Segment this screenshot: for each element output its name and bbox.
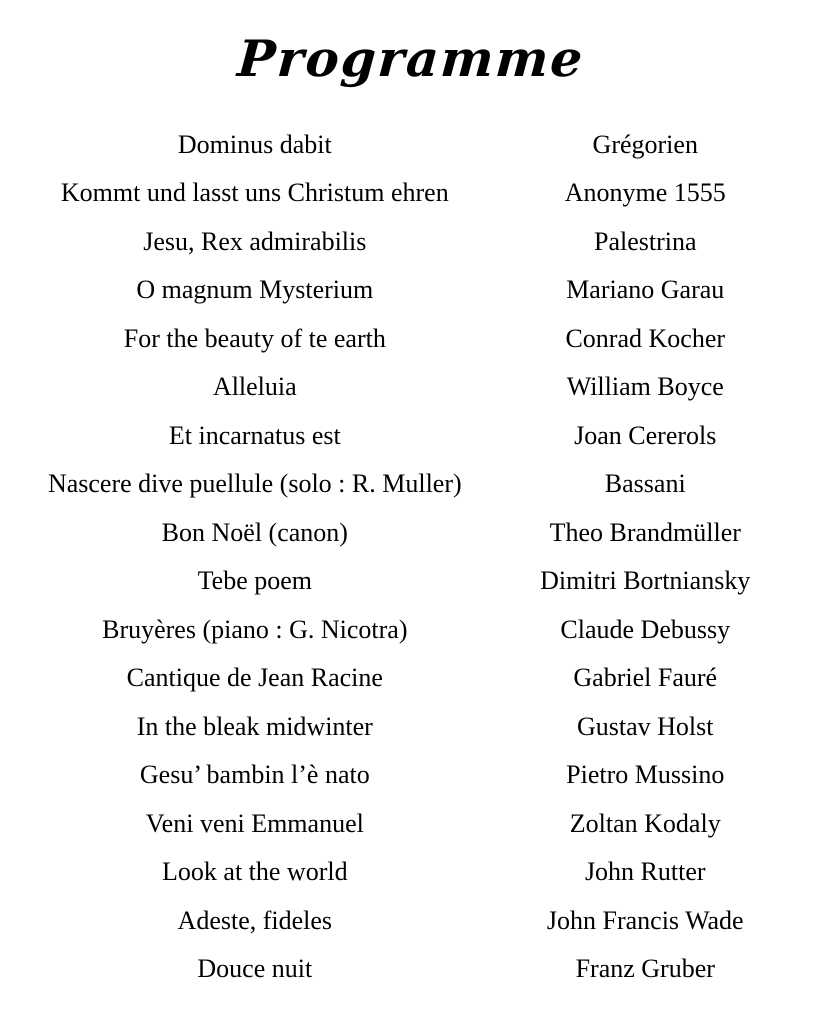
programme-row bbox=[0, 509, 822, 558]
piece-title: For the beauty of te earth bbox=[123, 323, 386, 353]
composer-name: Dimitri Bortniansky bbox=[540, 566, 751, 596]
piece-title: Dominus dabit bbox=[177, 129, 332, 159]
composer-name: Franz Gruber bbox=[575, 954, 715, 984]
programme-row bbox=[0, 849, 822, 898]
piece-title: Kommt und lasst uns Christum ehren bbox=[60, 178, 449, 208]
piece-title: Tebe poem bbox=[197, 566, 313, 596]
programme-row bbox=[0, 897, 822, 946]
composer-name: Bassani bbox=[604, 469, 686, 499]
composer-name: Theo Brandmüller bbox=[549, 517, 741, 547]
piece-title: Et incarnatus est bbox=[168, 420, 341, 450]
programme-row bbox=[0, 606, 822, 655]
programme-row bbox=[0, 121, 822, 170]
piece-title: Bon Noël (canon) bbox=[161, 517, 348, 547]
programme-row bbox=[0, 800, 822, 849]
programme-row bbox=[0, 703, 822, 752]
piece-title: O magnum Mysterium bbox=[136, 275, 374, 305]
piece-title: Alleluia bbox=[212, 372, 297, 402]
programme-row bbox=[0, 655, 822, 704]
programme-row bbox=[0, 218, 822, 267]
composer-name: John Rutter bbox=[584, 857, 706, 887]
programme-row bbox=[0, 946, 822, 995]
composer-name: Grégorien bbox=[592, 129, 698, 159]
composer-name: Mariano Garau bbox=[566, 275, 725, 305]
composer-name: Claude Debussy bbox=[560, 614, 731, 644]
composer-name: Pietro Mussino bbox=[566, 760, 725, 790]
programme-row bbox=[0, 364, 822, 413]
composer-name: Gabriel Fauré bbox=[573, 663, 718, 693]
composer-name: Joan Cererols bbox=[574, 420, 717, 450]
piece-title: Gesu’ bambin l’è nato bbox=[139, 760, 370, 790]
programme-row bbox=[0, 558, 822, 607]
composer-name: William Boyce bbox=[566, 372, 724, 402]
piece-title: Jesu, Rex admirabilis bbox=[143, 226, 367, 256]
programme-row bbox=[0, 461, 822, 510]
composer-name: Anonyme 1555 bbox=[564, 178, 726, 208]
composer-name: Conrad Kocher bbox=[565, 323, 726, 353]
composer-name: John Francis Wade bbox=[546, 905, 744, 935]
programme-row bbox=[0, 315, 822, 364]
piece-title: Cantique de Jean Racine bbox=[126, 663, 383, 693]
page-title: Programme bbox=[235, 29, 587, 88]
piece-title: Douce nuit bbox=[197, 954, 313, 984]
composer-name: Zoltan Kodaly bbox=[569, 808, 721, 838]
piece-title: In the bleak midwinter bbox=[136, 711, 373, 741]
programme-list bbox=[0, 121, 822, 994]
programme-row bbox=[0, 752, 822, 801]
piece-title: Adeste, fideles bbox=[177, 905, 333, 935]
piece-title: Look at the world bbox=[162, 857, 348, 887]
composer-name: Gustav Holst bbox=[577, 711, 714, 741]
programme-row bbox=[0, 267, 822, 316]
piece-title: Bruyères (piano : G. Nicotra) bbox=[102, 614, 408, 644]
programme-row bbox=[0, 412, 822, 461]
piece-title: Nascere dive puellule (solo : R. Muller) bbox=[47, 469, 462, 499]
composer-name: Palestrina bbox=[593, 226, 697, 256]
piece-title: Veni veni Emmanuel bbox=[145, 808, 364, 838]
programme-row bbox=[0, 170, 822, 219]
